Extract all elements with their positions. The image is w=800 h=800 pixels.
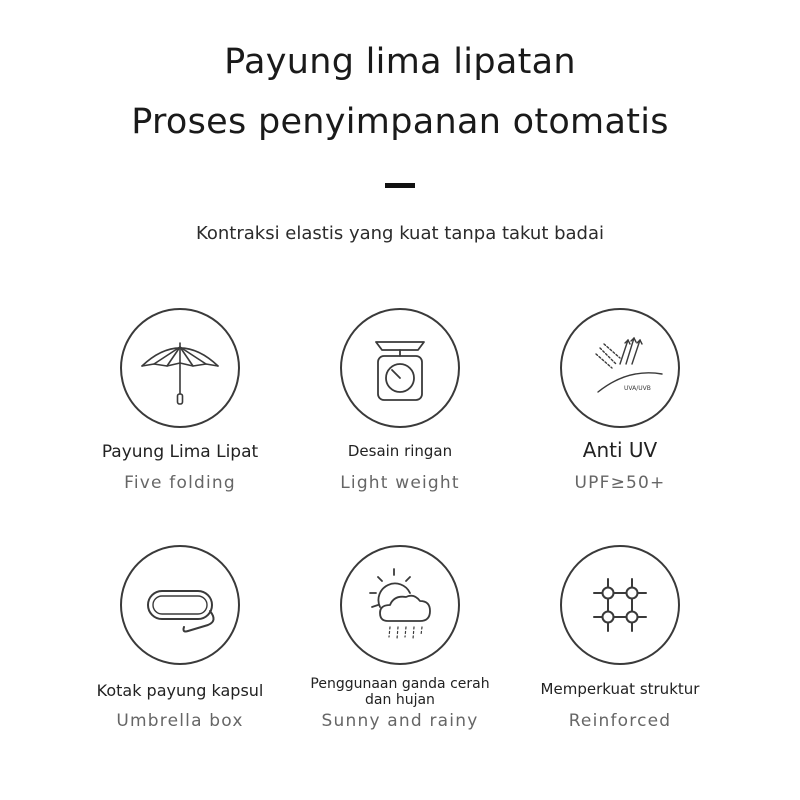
umbrella-icon xyxy=(122,310,238,426)
feature-icon-circle xyxy=(560,308,680,428)
feature-reinforced xyxy=(500,545,740,745)
feature-label-id: Payung Lima Lipat xyxy=(101,442,259,462)
page-title: Payung lima lipatan xyxy=(224,42,576,82)
feature-five-folding xyxy=(60,308,300,508)
feature-icon-circle xyxy=(340,308,460,428)
scale-icon xyxy=(342,310,458,426)
feature-label-id: Penggunaan ganda cerah dan hujan xyxy=(310,676,490,709)
feature-light-weight xyxy=(280,308,520,508)
feature-label-en: Light weight xyxy=(340,473,460,493)
feature-label-id: Memperkuat struktur xyxy=(540,680,700,698)
tagline: Kontraksi elastis yang kuat tanpa takut badai xyxy=(195,223,605,244)
divider xyxy=(385,183,415,188)
uv-icon-text: UVA/UVB xyxy=(624,385,651,392)
feature-label-en: Reinforced xyxy=(568,711,672,731)
feature-label-en: UPF≥50+ xyxy=(574,473,666,493)
feature-label-id: Kotak payung kapsul xyxy=(96,681,264,700)
uv-shield-icon xyxy=(562,310,678,426)
feature-icon-circle xyxy=(340,545,460,665)
feature-sunny-rainy xyxy=(280,545,520,745)
feature-label-en: Five folding xyxy=(124,473,236,493)
feature-label-en: Sunny and rainy xyxy=(321,711,479,731)
feature-anti-uv xyxy=(500,308,740,508)
page-subtitle-heading: Proses penyimpanan otomatis xyxy=(131,102,669,142)
feature-label-id: Desain ringan xyxy=(347,442,453,460)
feature-umbrella-box xyxy=(60,545,300,745)
feature-icon-circle xyxy=(560,545,680,665)
feature-label-en: Umbrella box xyxy=(116,711,244,731)
feature-icon-circle xyxy=(120,545,240,665)
feature-icon-circle xyxy=(120,308,240,428)
feature-label-id: Anti UV xyxy=(582,438,658,462)
frame-structure-icon xyxy=(562,547,678,663)
sun-rain-icon xyxy=(342,547,458,663)
capsule-box-icon xyxy=(122,547,238,663)
